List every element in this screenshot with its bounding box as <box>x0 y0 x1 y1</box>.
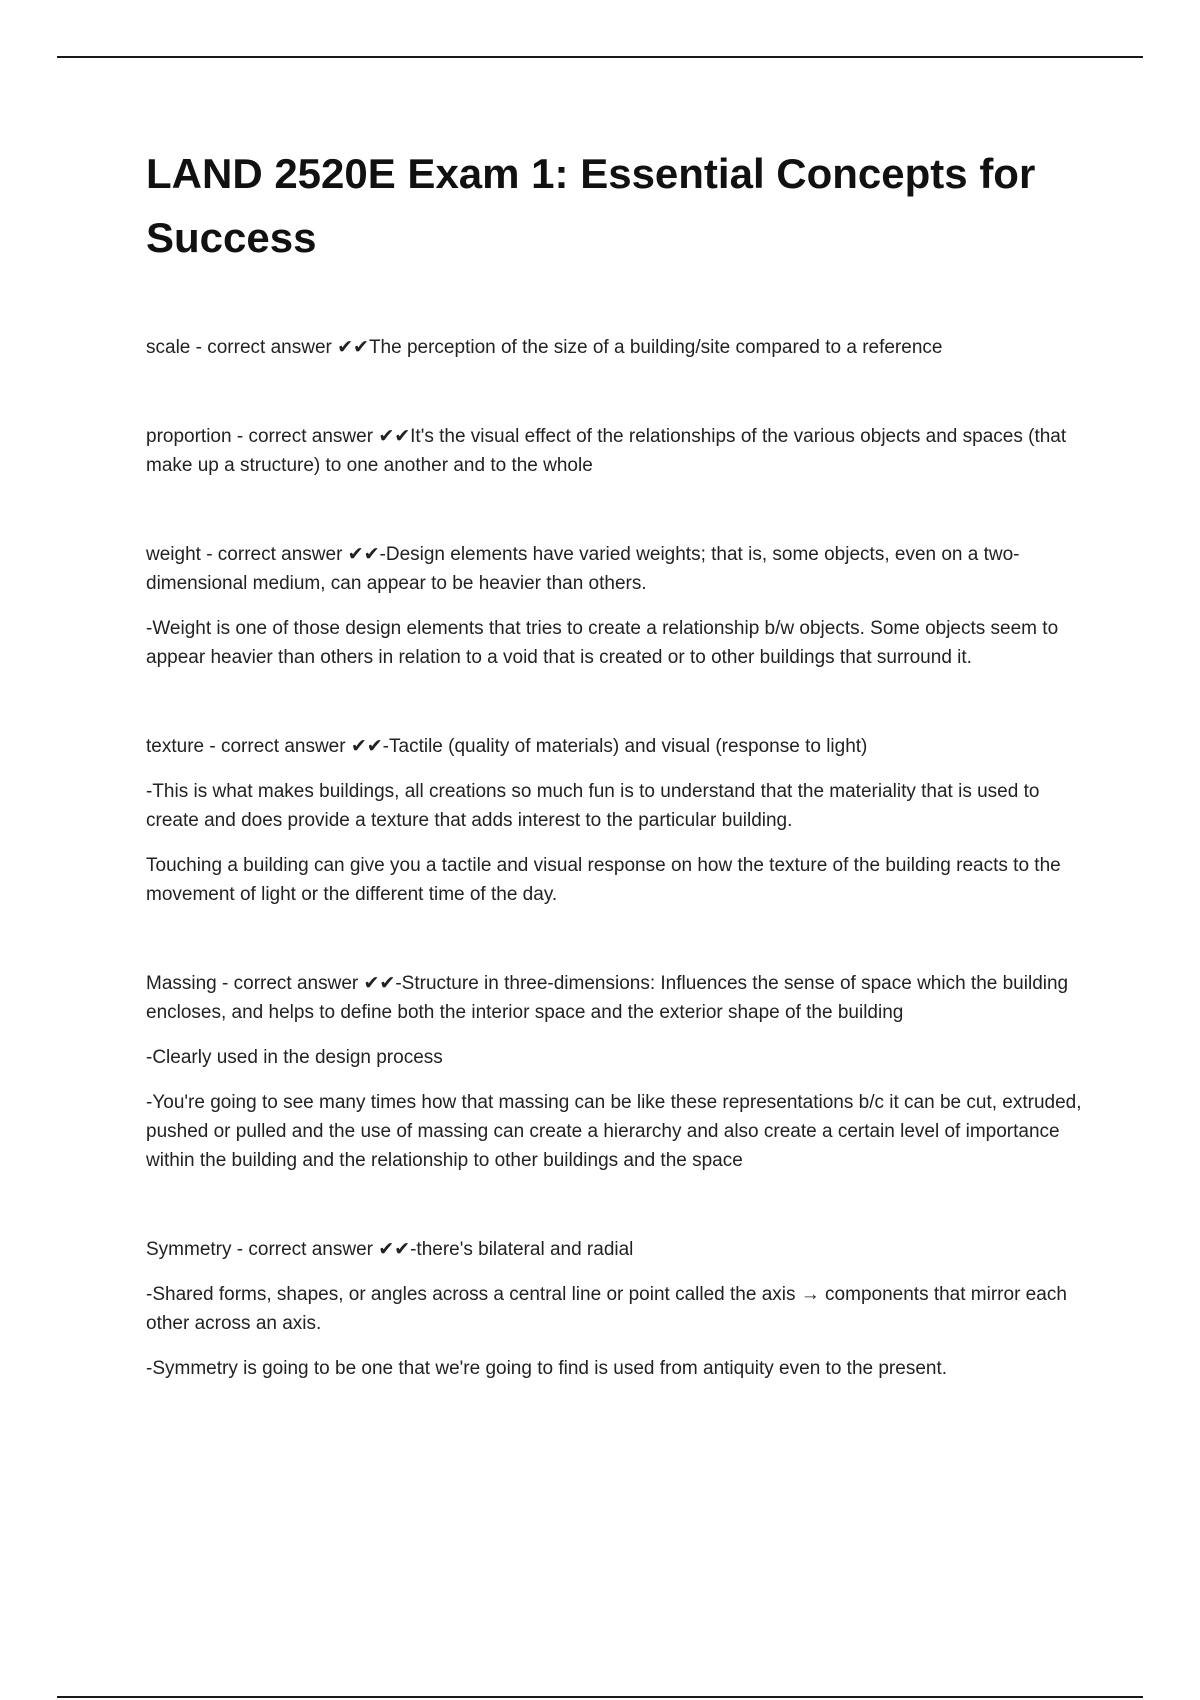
entry-paragraph: -Symmetry is going to be one that we're going to find is used from antiquity even to the present. <box>146 1358 948 1379</box>
entry-paragraph: Touching a building can give you a tactile and visual response on how the texture of the building reacts to the movement of light or the different time of the day. <box>146 855 1061 905</box>
entry-paragraph: -Weight is one of those design elements that tries to create a relationship b/w objects. Some objects seem to appear heavier than others in relation to a void that is created or to other buildings that surround it. <box>146 618 1059 668</box>
entry-paragraph: -This is what makes buildings, all creations so much fun is to understand that the materiality that is used to create and does provide a texture that adds interest to the particular building. <box>146 781 1040 831</box>
document-title: LAND 2520E Exam 1: Essential Concepts for Success <box>146 150 1036 261</box>
entry-paragraph: -Shared forms, shapes, or angles across a central line or point called the axis → components that mirror each other across an axis. <box>146 1284 1067 1334</box>
entry-weight <box>146 540 1086 672</box>
entry-massing <box>146 969 1086 1175</box>
entry-paragraph: -You're going to see many times how that massing can be like these representations b/c it can be cut, extruded, pushed or pulled and the use of massing can create a hierarchy and also create a certain level of importance within the building and the relationship to other buildings and the space <box>146 1092 1082 1171</box>
entry-paragraph: weight - correct answer ✔✔-Design elements have varied weights; that is, some objects, even on a two-dimensional medium, can appear to be heavier than others. <box>146 544 1020 594</box>
entry-proportion <box>146 422 1086 480</box>
entry-paragraph: Symmetry - correct answer ✔✔-there's bilateral and radial <box>146 1239 634 1260</box>
entry-texture <box>146 732 1086 909</box>
entry-symmetry <box>146 1235 1086 1383</box>
entry-scale <box>146 333 1086 362</box>
entry-paragraph: proportion - correct answer ✔✔It's the visual effect of the relationships of the various objects and spaces (that make up a structure) to one another and to the whole <box>146 426 1067 476</box>
entry-paragraph: -Clearly used in the design process <box>146 1047 443 1068</box>
entry-paragraph: scale - correct answer ✔✔The perception of the size of a building/site compared to a reference <box>146 337 943 358</box>
entry-paragraph: texture - correct answer ✔✔-Tactile (quality of materials) and visual (response to light) <box>146 736 868 757</box>
footer-rule <box>57 1696 1143 1698</box>
document-page <box>146 142 1086 1443</box>
entry-paragraph: Massing - correct answer ✔✔-Structure in three-dimensions: Influences the sense of space which the building encloses, and helps to define both the interior space and the exterior shape of the building <box>146 973 1069 1023</box>
header-rule <box>57 56 1143 58</box>
